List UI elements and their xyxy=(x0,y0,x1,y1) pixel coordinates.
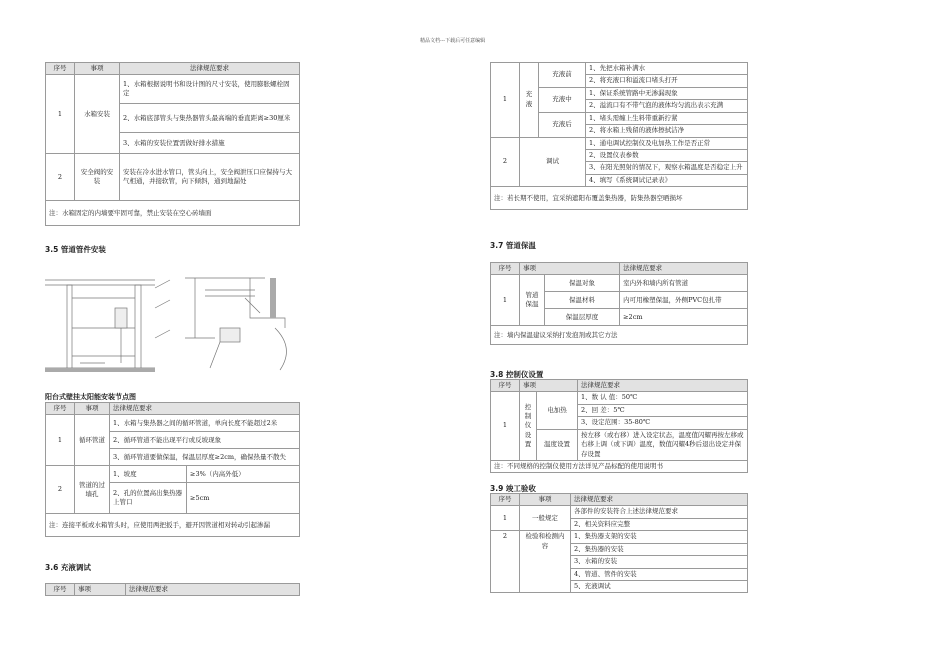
table-cell: 1 xyxy=(491,63,520,138)
table-cell: 保温对象 xyxy=(545,275,620,292)
table-cell: 控制仪设置 xyxy=(520,392,537,461)
table-cell: 2、溢流口有不带气泡的液体均匀流出表示充满 xyxy=(586,100,748,112)
table-note: 注：水箱固定的内墙要牢固可靠，禁止安装在空心砖墙面 xyxy=(46,201,300,226)
col-item: 事项 xyxy=(520,263,620,275)
section-title: 3.6 充液调试 xyxy=(45,563,91,572)
table-cell: 2、相关资料应完整 xyxy=(571,518,748,530)
table-cell: 2 xyxy=(491,531,520,593)
table-cell: 2、设置仪表参数 xyxy=(586,149,748,161)
table-cell: 充液前 xyxy=(539,63,586,88)
table-cell: 1、数 认 值：50℃ xyxy=(578,392,748,404)
table-cell: ≥2cm xyxy=(620,309,748,326)
table-cell: 3、在阳光照射的情况下，观察水箱温度是否稳定上升 xyxy=(586,162,748,174)
table-cell: 调试 xyxy=(520,137,586,187)
col-req: 法律规范要求 xyxy=(571,494,748,506)
table-cell: 安全阀的安装 xyxy=(75,154,120,201)
table-cell: 保温材料 xyxy=(545,292,620,309)
table-cell: 管道保温 xyxy=(520,275,545,326)
table-cell: 2、循环管道不能出现平行或反坡现象 xyxy=(110,432,300,449)
table-cell: 安装在冷水进水管口，管头向上，安全阀泄压口应保持与大气相通，并接软管，向下倾斜，通到地漏处 xyxy=(120,154,300,201)
table-cell: 3、水箱的安装 xyxy=(571,556,748,568)
table-cell: 4、填写《系统调试记录表》 xyxy=(586,174,748,186)
col-no: 序号 xyxy=(46,403,75,415)
page-header: 精品文档---下载后可任意编辑 xyxy=(420,38,486,44)
table-cell: 室内外和墙内所有管道 xyxy=(620,275,748,292)
col-item: 事项 xyxy=(520,494,571,506)
table-cell: 2 xyxy=(491,137,520,187)
pipe-table xyxy=(45,402,300,537)
table-note: 注：连接平板或水箱管头时，应使用两把扳手，避开因管道相对转动引起渗漏 xyxy=(46,514,300,537)
col-req: 法律规范要求 xyxy=(120,63,300,75)
table-cell: 循环管道 xyxy=(75,415,110,466)
table-cell: 1 xyxy=(46,75,75,154)
section-title: 3.8 控制仪设置 xyxy=(490,370,544,379)
table-cell: 3、水箱的安装位置需做好排水措施 xyxy=(120,133,300,154)
table-cell: 电加热 xyxy=(537,392,578,429)
table-cell: 1、水箱与集热器之间的循环管道，单向长度不能超过2米 xyxy=(110,415,300,432)
table-cell: 水箱安装 xyxy=(75,75,120,154)
col-item: 事项 xyxy=(75,403,110,415)
col-no: 序号 xyxy=(491,263,520,275)
fill-table xyxy=(490,62,748,210)
table-cell: 2、将水箱上残留的液体擦拭洁净 xyxy=(586,125,748,137)
table-cell: 检验和检测内容 xyxy=(520,531,571,593)
col-req: 法律规范要求 xyxy=(578,380,748,392)
table-cell: 3、设定范围：35-80℃ xyxy=(578,417,748,429)
table-cell: 充液 xyxy=(520,63,539,138)
col-no: 序号 xyxy=(491,380,520,392)
table-cell: 1、先把水箱补满水 xyxy=(586,63,748,75)
table-cell: 1、水箱根据说明书和设计图的尺寸安装，使用膨胀螺栓固定 xyxy=(120,75,300,104)
table-cell: 一般规定 xyxy=(520,506,571,531)
col-item: 事项 xyxy=(520,380,578,392)
table-cell: 按左移（或右移）进入设定状态，温度值闪耀再按左移或右移上调（或下调）温度，数值闪耀4秒后退出设定并保存设置 xyxy=(578,429,748,460)
col-req: 法律规范要求 xyxy=(110,403,300,415)
table-cell: 1、坡度 xyxy=(110,466,187,483)
figure-caption: 阳台式壁挂太阳能安装节点图 xyxy=(45,393,136,401)
section-title: 3.9 竣工验收 xyxy=(490,484,536,493)
col-req: 法律规范要求 xyxy=(126,584,300,596)
table-cell: 1 xyxy=(491,275,520,326)
section-title: 3.5 管道管件安装 xyxy=(45,245,106,254)
table-cell: 3、循环管道要做保温，保温层厚度≥2cm，确保热量不散失 xyxy=(110,449,300,466)
table-cell: 管道的过墙孔 xyxy=(75,466,110,514)
table-cell: 1、通电调试控制仪及电加热工作是否正常 xyxy=(586,137,748,149)
controller-table xyxy=(490,379,748,473)
table-cell: 4、管道、管件的安装 xyxy=(571,568,748,580)
table-cell: 5、充液调试 xyxy=(571,580,748,592)
table-cell: 充液后 xyxy=(539,112,586,137)
table-cell: 1、集热器支架的安装 xyxy=(571,531,748,543)
acceptance-table xyxy=(490,493,748,593)
table-cell: 2、集热器的安装 xyxy=(571,543,748,555)
table-cell: 充液中 xyxy=(539,87,586,112)
table-cell: 保温层厚度 xyxy=(545,309,620,326)
table-cell: 温度设置 xyxy=(537,429,578,460)
col-no: 序号 xyxy=(46,584,75,596)
table-cell: 2 xyxy=(46,466,75,514)
table-note: 注：不同规格的控制仪使用方法详见产品标配的使用说明书 xyxy=(491,460,748,472)
fill-header-table xyxy=(45,583,300,596)
table-cell: ≥5cm xyxy=(187,483,300,514)
table-cell: 2、孔的位置高出集热器上管口 xyxy=(110,483,187,514)
table-cell: 1、保证系统管路中无渗漏现象 xyxy=(586,87,748,99)
table-cell: 1 xyxy=(491,392,520,461)
table-cell: 2 xyxy=(46,154,75,201)
section-title: 3.7 管道保温 xyxy=(490,241,536,250)
table-cell: 2、回 差：5℃ xyxy=(578,404,748,416)
table-note: 注：若长期不使用，宜采纳遮阳布覆盖集热器，防集热器空晒损坏 xyxy=(491,187,748,210)
table-cell: 2、将充液口和溢流口堵头打开 xyxy=(586,75,748,87)
table-cell: ≥3%（内高外低） xyxy=(187,466,300,483)
col-no: 序号 xyxy=(491,494,520,506)
table-note: 注：墙内保温建议采纳打发泡剂或其它方法 xyxy=(491,326,748,345)
table-cell: 1 xyxy=(491,506,520,531)
table-cell: 内可用橡塑保温，外侧PVC包扎带 xyxy=(620,292,748,309)
table-cell: 1 xyxy=(46,415,75,466)
col-req: 法律规范要求 xyxy=(620,263,748,275)
col-item: 事项 xyxy=(75,63,120,75)
water-tank-table xyxy=(45,62,300,226)
col-no: 序号 xyxy=(46,63,75,75)
insulation-table xyxy=(490,262,748,345)
col-item: 事项 xyxy=(75,584,126,596)
table-cell: 各部件的安装符合上述法律规范要求 xyxy=(571,506,748,518)
installation-drawing xyxy=(45,268,300,380)
table-cell: 1、堵头需缠上生料带重新拧紧 xyxy=(586,112,748,124)
table-cell: 2、水箱底部管头与集热器管头最高端的垂直距离≥30厘米 xyxy=(120,104,300,133)
